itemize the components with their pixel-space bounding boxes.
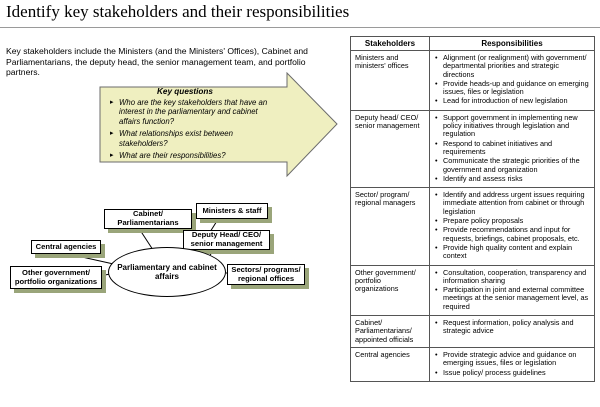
responsibility-item: • Communicate the strategic priorities of the government and organization xyxy=(434,157,590,174)
node-other-government: Other government/ portfolio organizations xyxy=(10,266,102,289)
key-questions-title: Key questions xyxy=(157,87,213,96)
node-deputy-head: Deputy Head/ CEO/ senior management xyxy=(183,230,270,250)
key-question: ▸ Who are the key stakeholders that have an interest in the parliamentary and cabinet affairs function? xyxy=(110,98,270,126)
stakeholder-diagram xyxy=(0,195,340,315)
stakeholder-cell: Central agencies xyxy=(351,347,430,381)
table-row xyxy=(351,110,595,187)
table-row xyxy=(351,188,595,265)
responsibility-item: • Participation in joint and external committee meetings at the senior management level, as required xyxy=(434,286,590,311)
table-row xyxy=(351,51,595,111)
responsibility-item: • Support government in implementing new policy initiatives through legislation and regulation xyxy=(434,114,590,139)
responsibilities-cell xyxy=(430,51,595,111)
node-ministers: Ministers & staff xyxy=(196,203,268,219)
stakeholder-cell: Other government/ portfolio organizations xyxy=(351,265,430,315)
table-row xyxy=(351,265,595,315)
responsibility-item: • Alignment (or realignment) with government/ departmental priorities and strategic directions xyxy=(434,54,590,79)
responsibility-item: • Identify and address urgent issues requiring immediate attention from cabinet or through legislation xyxy=(434,191,590,216)
page-title: Identify key stakeholders and their responsibilities xyxy=(6,2,350,21)
stakeholder-cell: Ministers and ministers' offices xyxy=(351,51,430,111)
responsibility-item: • Respond to cabinet initiatives and requirements xyxy=(434,140,590,157)
title-divider xyxy=(0,27,600,28)
table-row xyxy=(351,347,595,381)
responsibility-item: • Request information, policy analysis and strategic advice xyxy=(434,319,590,336)
responsibilities-cell xyxy=(430,188,595,265)
responsibility-item: • Provide recommendations and input for requests, briefings, cabinet proposals, etc. xyxy=(434,226,590,243)
responsibility-item: • Provide strategic advice and guidance on emerging issues, files or legislation xyxy=(434,351,590,368)
responsibility-item: • Consultation, cooperation, transparency and information sharing xyxy=(434,269,590,286)
node-sectors: Sectors/ programs/ regional offices xyxy=(227,264,305,285)
responsibility-item: • Provide high quality content and explain context xyxy=(434,244,590,261)
responsibility-item: • Issue policy/ process guidelines xyxy=(434,369,590,377)
responsibilities-table xyxy=(350,36,595,382)
responsibility-item: • Prepare policy proposals xyxy=(434,217,590,225)
responsibility-item: • Lead for introduction of new legislation xyxy=(434,97,590,105)
responsibilities-cell xyxy=(430,347,595,381)
intro-text: Key stakeholders include the Ministers (and the Ministers' Offices), Cabinet and Parliamentarians, the deputy head, the senior management team, and portfolio partners. xyxy=(6,46,308,78)
key-questions-list xyxy=(110,98,270,163)
stakeholder-cell: Cabinet/ Parliamentarians/ appointed officials xyxy=(351,316,430,348)
responsibilities-cell xyxy=(430,265,595,315)
responsibility-item: • Identify and assess risks xyxy=(434,175,590,183)
table-header-row xyxy=(351,37,595,51)
responsibilities-cell xyxy=(430,316,595,348)
key-question: ▸ What are their responsibilities? xyxy=(110,151,270,160)
key-question: ▸ What relationships exist between stakeholders? xyxy=(110,129,270,148)
responsibility-item: • Provide heads-up and guidance on emerging issues, files or legislation xyxy=(434,80,590,97)
stakeholder-cell: Sector/ program/ regional managers xyxy=(351,188,430,265)
center-ellipse: Parliamentary and cabinet affairs xyxy=(108,247,226,297)
header-responsibilities: Responsibilities xyxy=(430,37,595,51)
table-row xyxy=(351,316,595,348)
node-cabinet: Cabinet/ Parliamentarians xyxy=(104,209,192,229)
responsibilities-cell xyxy=(430,110,595,187)
header-stakeholders: Stakeholders xyxy=(351,37,430,51)
stakeholder-cell: Deputy head/ CEO/ senior management xyxy=(351,110,430,187)
node-central-agencies: Central agencies xyxy=(31,240,101,254)
